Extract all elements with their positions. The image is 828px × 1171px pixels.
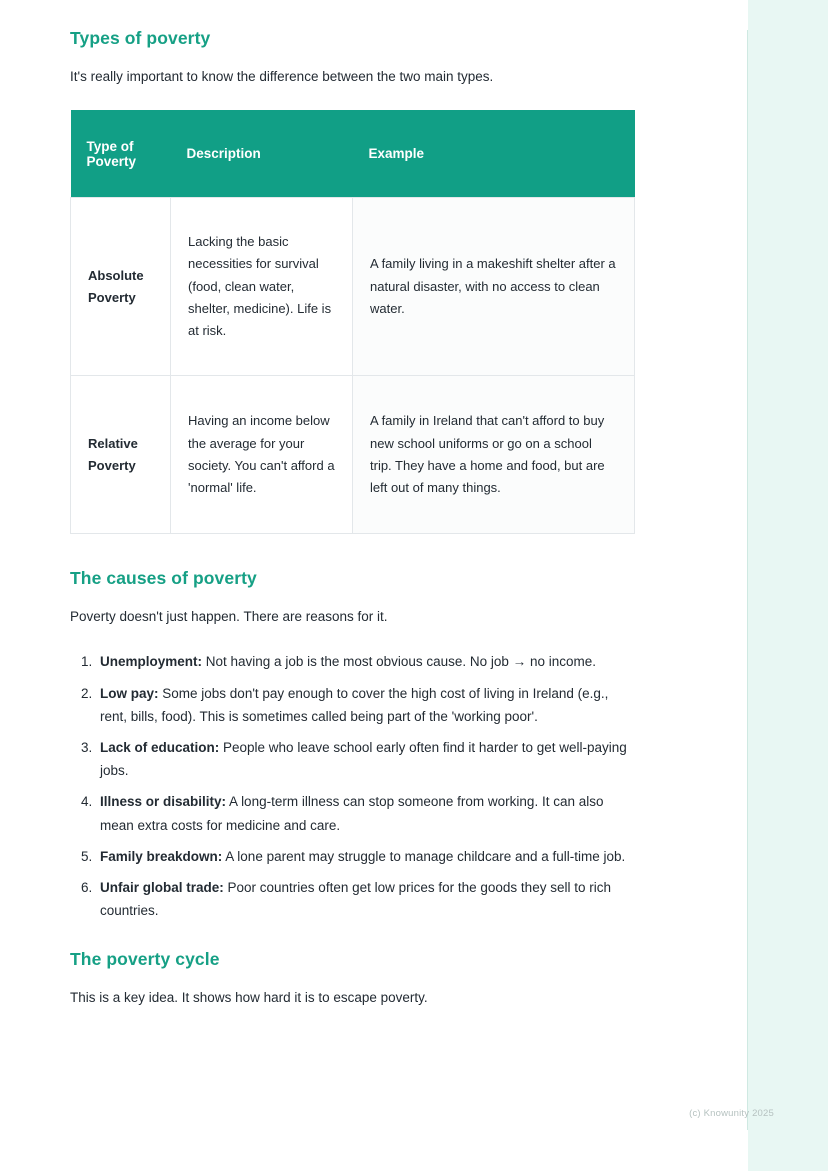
document-content (70, 28, 636, 1030)
table-body (71, 198, 635, 534)
list-item (96, 790, 636, 836)
causes-list-wrapper (70, 650, 636, 922)
list-item-text: A lone parent may struggle to manage childcare and a full-time job. (222, 848, 626, 864)
cell-example-absolute: A family living in a makeshift shelter after a natural disaster, with no access to clean water. (353, 198, 635, 376)
list-item-text: People who leave school early often find it harder to get well-paying jobs. (100, 740, 627, 779)
side-panel-divider (747, 30, 748, 1130)
causes-intro-paragraph: Poverty doesn't just happen. There are reasons for it. (70, 609, 388, 625)
table-header-row (71, 110, 635, 198)
list-item-text: Some jobs don't pay enough to cover the high cost of living in Ireland (e.g., rent, bills, food). This is sometimes called being part of the 'working poor'. (100, 685, 609, 724)
causes-heading: The causes of poverty (70, 568, 257, 589)
list-item-text: Poor countries often get low prices for the goods they sell to rich countries. (100, 880, 611, 919)
list-item-term: Unfair global trade: (100, 880, 224, 896)
poverty-cycle-intro-paragraph: This is a key idea. It shows how hard it is to escape poverty. (70, 989, 428, 1005)
list-item (96, 650, 636, 673)
types-of-poverty-table (70, 110, 635, 535)
cell-example-relative: A family in Ireland that can't afford to buy new school uniforms or go on a school trip. They have a home and food, but are left out of many things. (353, 376, 635, 534)
table-header (71, 110, 635, 198)
poverty-cycle-heading: The poverty cycle (70, 948, 220, 969)
cell-description-absolute: Lacking the basic necessities for survival (food, clean water, shelter, medicine). Life is at risk. (171, 198, 353, 376)
table-header-description: Description (171, 110, 353, 198)
decorative-side-panel (748, 0, 828, 1171)
copyright-footer: (c) Knowunity 2025 (689, 1108, 774, 1119)
types-intro-paragraph: It's really important to know the difference between the two main types. (70, 69, 494, 84)
page-title: Types of poverty (70, 28, 211, 48)
cell-description-relative: Having an income below the average for your society. You can't afford a 'normal' life. (171, 376, 353, 534)
list-item-text: A long-term illness can stop someone from working. It can also mean extra costs for medicine and care. (100, 794, 604, 833)
list-item-term: Family breakdown: (100, 848, 223, 864)
table-header-example: Example (353, 110, 635, 198)
list-item-term: Unemployment: (100, 654, 203, 670)
list-item (96, 845, 636, 868)
cell-type-relative: Relative Poverty (71, 376, 171, 534)
table-row (71, 376, 635, 534)
list-item-term: Lack of education: (100, 740, 220, 755)
list-item-term: Low pay: (100, 685, 159, 701)
list-item-text: Not having a job is the most obvious cause. No job → no income. (202, 654, 596, 670)
table-header-type: Type of Poverty (71, 110, 171, 198)
list-item-term: Illness or disability: (100, 794, 227, 810)
list-item (96, 736, 636, 782)
table-row (71, 198, 635, 376)
list-item (96, 876, 636, 922)
cell-type-absolute: Absolute Poverty (71, 198, 171, 376)
list-item (96, 682, 636, 728)
causes-of-poverty-list (70, 650, 636, 922)
